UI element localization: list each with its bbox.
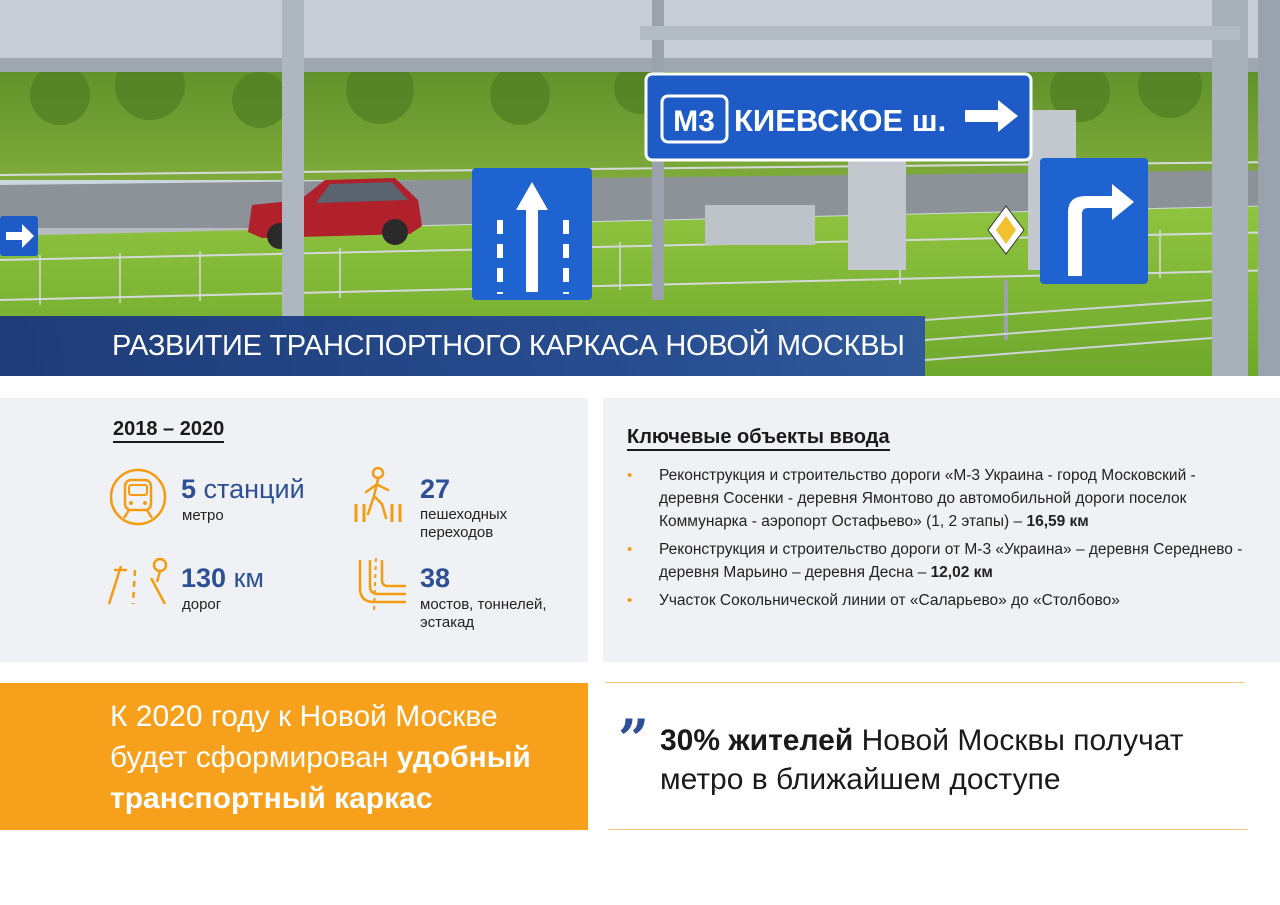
lane-right-turn-sign [1040, 158, 1148, 284]
pedestrian-crossing-icon [350, 464, 412, 526]
key-objects-title: Ключевые объекты ввода [627, 426, 890, 451]
stat-roads-label: дорог [182, 596, 222, 613]
bridge-overpass-icon [352, 558, 414, 620]
lane-straight-sign [472, 168, 592, 300]
stat-metro-label: метро [182, 507, 224, 524]
statement-highlight: удобный транспортный каркас [110, 741, 531, 815]
quote-divider-bottom [608, 829, 1248, 830]
bullet-icon: • [627, 592, 633, 609]
key-objects-list [627, 464, 1247, 617]
road-sign-destination: КИЕВСКОЕ ш. [734, 103, 947, 138]
stat-metro-value: 5 станций [181, 474, 305, 504]
stat-crossings-label: пешеходных переходов [420, 506, 508, 541]
hero-photo [0, 0, 1280, 376]
road-sign-kievskoe [646, 74, 1031, 160]
road-sign-route: М3 [673, 105, 715, 138]
quote-mark-icon: ” [618, 707, 650, 771]
list-item-text: Реконструкция и строительство дороги «М-3 Украина - город Московский - деревня Сосенки - деревня Ямонтово до автомобильной дороги поселок Коммунарка - аэропорт Остафьево» (1, 2 этапы) – [659, 467, 1196, 530]
metro-train-icon [107, 466, 169, 528]
stat-crossings-value: 27 [420, 474, 451, 504]
list-item [627, 538, 1247, 584]
statement-text [110, 696, 580, 819]
bullet-icon: • [627, 541, 633, 558]
stat-bridges-value: 38 [420, 563, 451, 593]
stat-roads-value: 130 км [181, 563, 264, 593]
list-item [627, 589, 1247, 612]
period-label: 2018 – 2020 [113, 418, 224, 443]
list-item-text: Реконструкция и строительство дороги от М-3 «Украина» – деревня Середнево - деревня Марьино – деревня Десна – [659, 541, 1243, 581]
page-title: РАЗВИТИЕ ТРАНСПОРТНОГО КАРКАСА НОВОЙ МОСКВЫ [112, 330, 905, 362]
quote-divider-top [605, 682, 1245, 683]
quote-highlight: 30% жителей [660, 724, 854, 757]
list-item-text: Участок Сокольнической линии от «Саларьево» до «Столбово» [659, 592, 1120, 609]
quote-text [660, 721, 1240, 799]
statement-body: К 2020 году к Новой Москве будет сформирован [110, 700, 498, 774]
list-item-highlight: 12,02 км [930, 564, 993, 581]
quote-body: Новой Москвы получат метро в ближайшем доступе [660, 724, 1184, 796]
list-item [627, 464, 1247, 533]
small-arrow-sign [0, 216, 38, 256]
list-item-highlight: 16,59 км [1026, 513, 1089, 530]
road-icon [105, 556, 167, 618]
stat-bridges-label: мостов, тоннелей, эстакад [420, 596, 547, 631]
bullet-icon: • [627, 467, 633, 484]
